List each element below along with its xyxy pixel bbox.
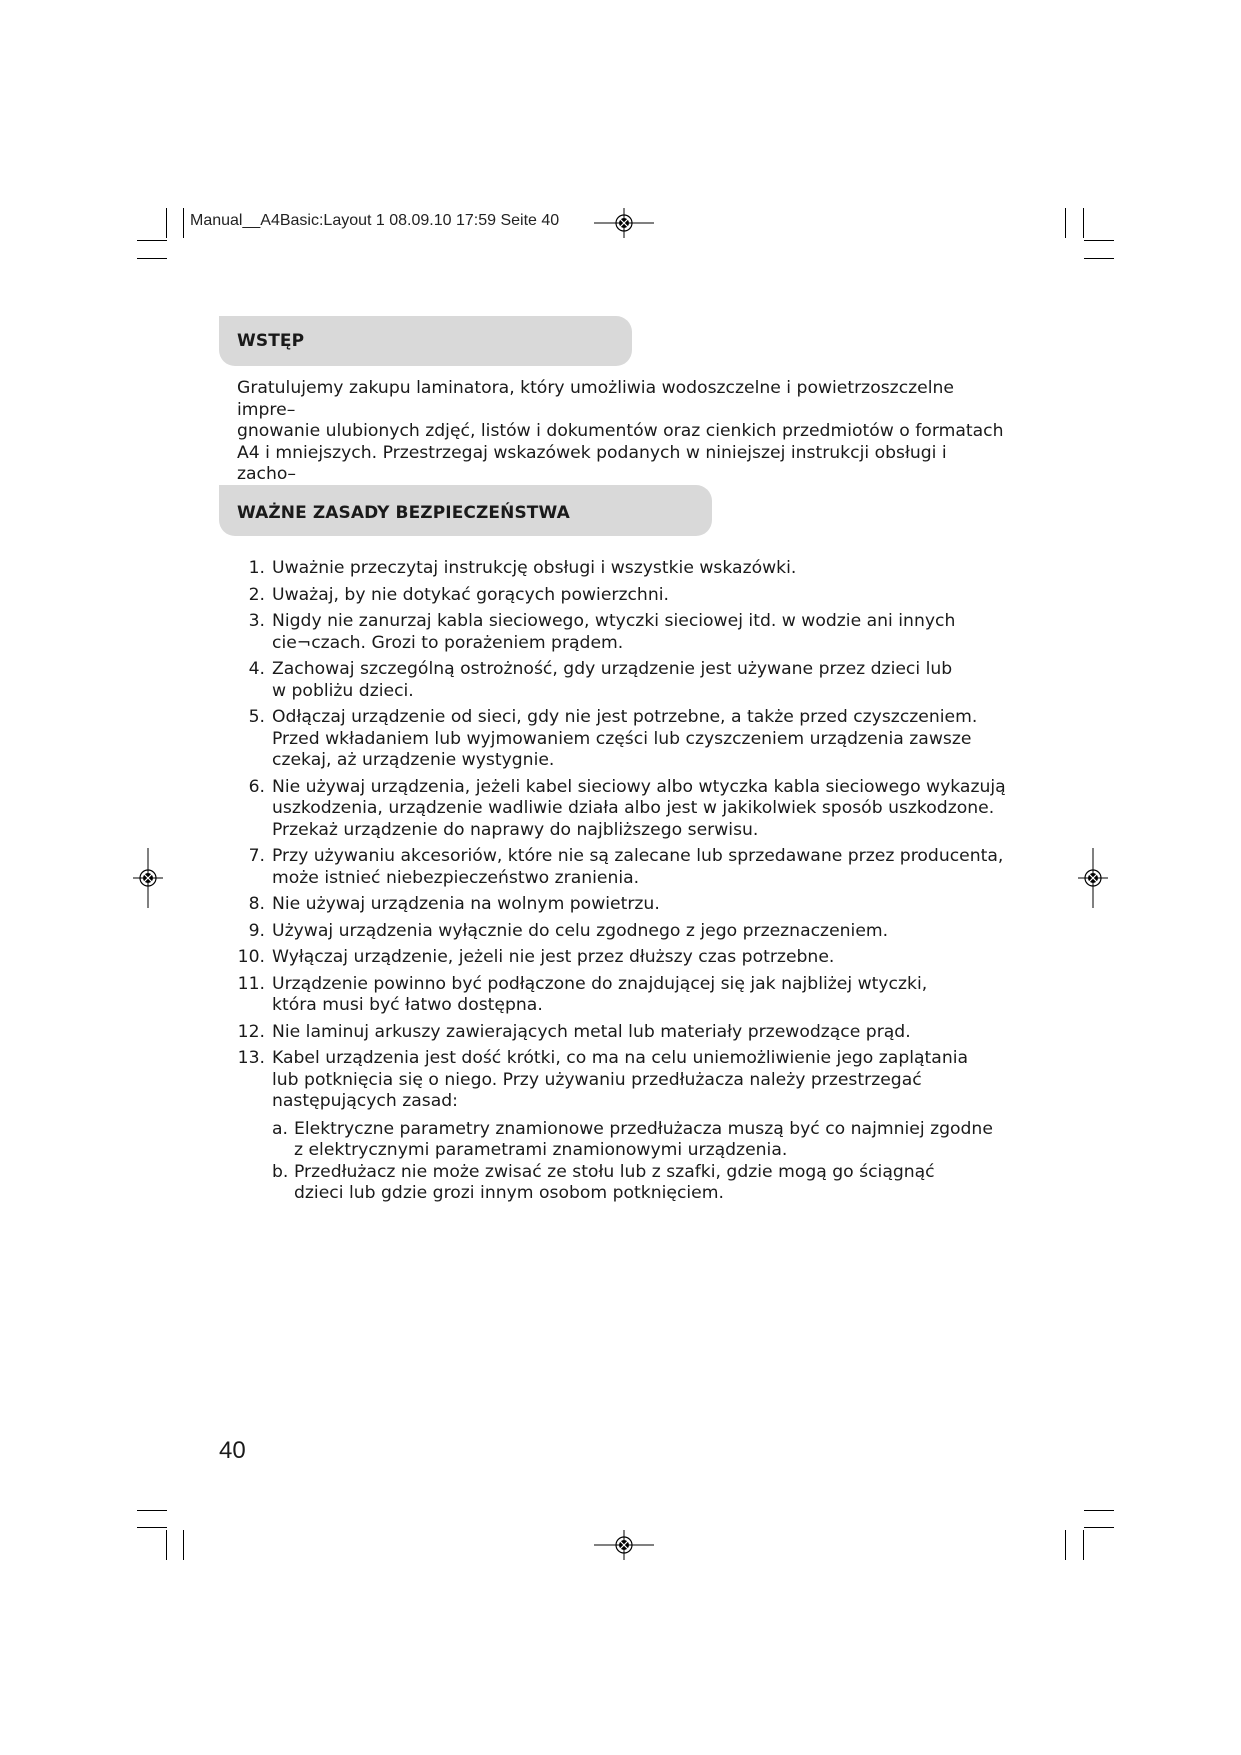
page-number: 40 (219, 1437, 246, 1464)
registration-mark-left (133, 848, 163, 908)
list-item: 9. Używaj urządzenia wyłącznie do celu zgodnego z jego przeznaczeniem. (248, 920, 889, 941)
sub-list-item: b. Przedłużacz nie może zwisać ze stołu lub z szafki, gdzie mogą go ściągnąć dzieci lub gdzie grozi innym osobom potknięciem. (272, 1161, 935, 1203)
list-item: 12. Nie laminuj arkuszy zawierających metal lub materiały przewodzące prąd. (237, 1021, 911, 1042)
intro-heading: WSTĘP (237, 331, 305, 351)
safety-heading: WAŻNE ZASADY BEZPIECZEŃSTWA (237, 503, 570, 523)
safety-heading-bar (219, 485, 712, 536)
list-item: 8. Nie używaj urządzenia na wolnym powietrzu. (248, 894, 660, 914)
intro-line: A4 i mniejszych. Przestrzegaj wskazówek podanych w niniejszej instrukcji obsługi i zacho– (237, 442, 947, 484)
list-item: 5. Odłączaj urządzenie od sieci, gdy nie jest potrzebne, a także przed czyszczeniem. Przed wkładaniem lub wyjmowaniem części lub czyszczeniem urządzenia zawsze czekaj, aż urządzenie wystygnie. (248, 707, 978, 770)
sub-list (272, 1119, 1007, 1205)
intro-line: Gratulujemy zakupu laminatora, który umożliwia wodoszczelne i powietrzoszczelne impre– (237, 378, 954, 420)
intro-heading-bar (219, 316, 632, 366)
list-item: 1. Uważnie przeczytaj instrukcję obsługi i wszystkie wskazówki. (248, 558, 797, 578)
safety-rules-list (237, 558, 1007, 1210)
registration-mark-right (1078, 848, 1108, 908)
registration-mark-top (594, 208, 654, 238)
list-item: 3. Nigdy nie zanurzaj kabla sieciowego, wtyczki sieciowej itd. w wodzie ani innych cie¬czach. Grozi to porażeniem prądem. (248, 611, 956, 653)
list-item: 6. Nie używaj urządzenia, jeżeli kabel sieciowy albo wtyczka kabla sieciowego wykazują uszkodzenia, urządzenie wadliwie działa albo jest w jakikolwiek sposób uszkodzone. Przekaż urządzenie do naprawy do najbliższego serwisu. (248, 776, 1006, 840)
intro-line: gnowanie ulubionych zdjęć, listów i dokumentów oraz cienkich przedmiotów o formatach (237, 421, 1004, 441)
list-item: 7. Przy używaniu akcesoriów, które nie są zalecane lub sprzedawane przez producenta, może istnieć niebezpieczeństwo zranienia. (248, 846, 1004, 888)
list-item: 2. Uważaj, by nie dotykać gorących powierzchni. (248, 584, 669, 605)
list-item: 11. Urządzenie powinno być podłączone do znajdującej się jak najbliżej wtyczki, która musi być łatwo dostępna. (237, 973, 928, 1015)
list-item: 10. Wyłączaj urządzenie, jeżeli nie jest przez dłuższy czas potrzebne. (237, 947, 835, 967)
list-item: 4. Zachowaj szczególną ostrożność, gdy urządzenie jest używane przez dzieci lub w pobliżu dzieci. (248, 659, 953, 701)
registration-mark-bottom (594, 1530, 654, 1560)
print-slug: Manual__A4Basic:Layout 1 08.09.10 17:59 Seite 40 (190, 212, 560, 229)
sub-list-item: a. Elektryczne parametry znamionowe przedłużacza muszą być co najmniej zgodne z elektrycznymi parametrami znamionowymi urządzenia. (272, 1118, 993, 1160)
list-item: 13. Kabel urządzenia jest dość krótki, co ma na celu uniemożliwienie jego zaplątania lub potknięcia się o niego. Przy używaniu przedłużacza należy przestrzegać następujących zasad: a. Elektryczne parametry znamionowe przedłużacza muszą być co najmniej zgodne z elektrycznymi parametrami znamionowymi urządzenia. b. Przedłużacz nie może zwisać ze stołu lub z szafki, gdzie mogą go ściągnąć dzieci lub gdzie grozi innym osobom potknięciem. (237, 1048, 1007, 1205)
